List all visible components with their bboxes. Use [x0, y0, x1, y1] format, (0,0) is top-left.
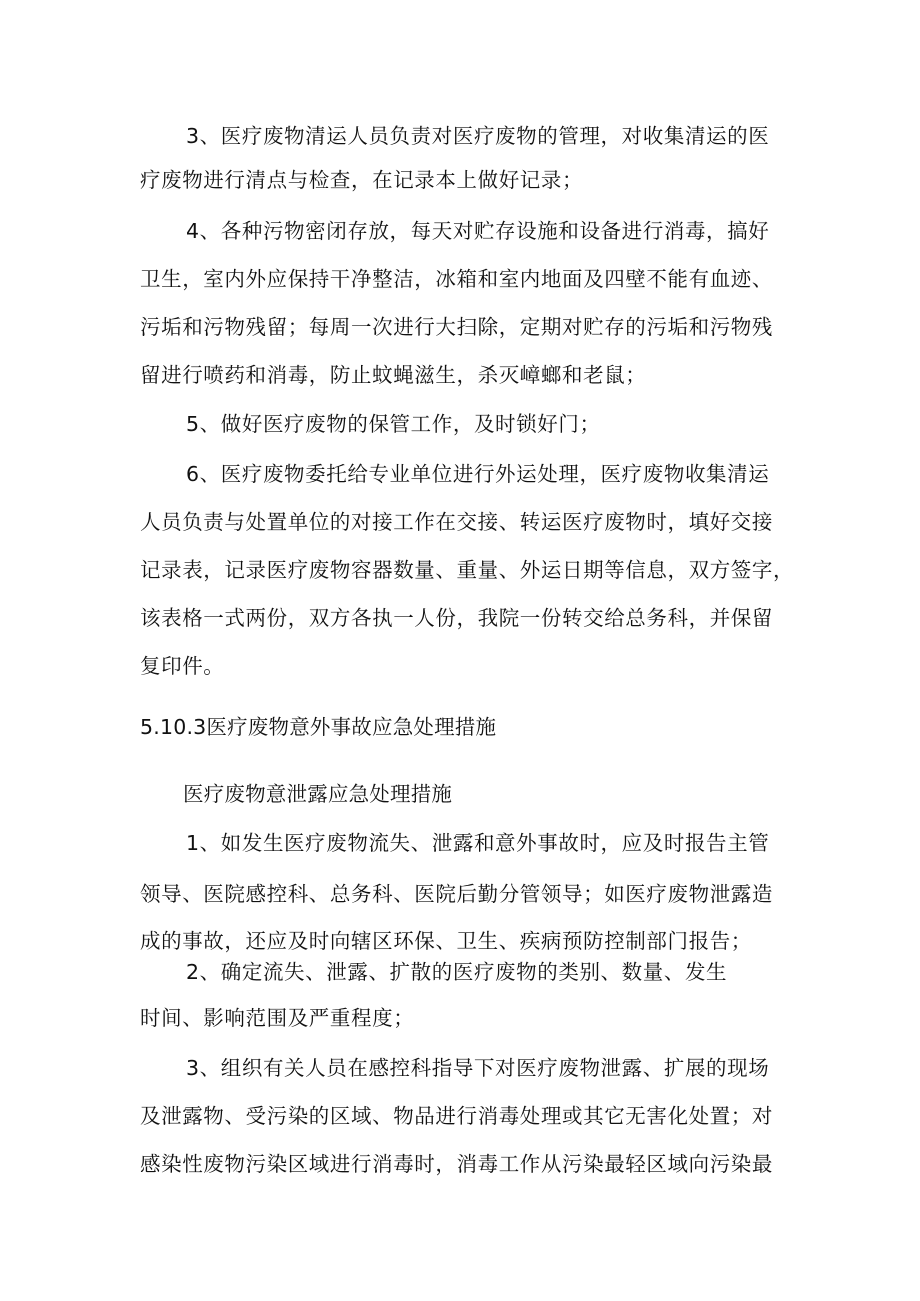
text-line: 污垢和污物残留；每周一次进行大扫除，定期对贮存的污垢和污物残 — [140, 315, 773, 339]
text-line: 卫生，室内外应保持干净整洁，冰箱和室内地面及四壁不能有血迹、 — [140, 267, 773, 291]
text-line: 该表格一式两份，双方各执一人份，我院一份转交给总务科，并保留 — [140, 606, 773, 630]
text-line: 3、医疗废物清运人员负责对医疗废物的管理，对收集清运的医 — [186, 124, 770, 148]
text-line: 2、确定流失、泄露、扩散的医疗废物的类别、数量、发生 — [186, 960, 728, 984]
text-line: 成的事故，还应及时向辖区环保、卫生、疾病预防控制部门报告； — [140, 929, 752, 953]
text-line: 感染性废物污染区域进行消毒时，消毒工作从污染最轻区域向污染最 — [140, 1152, 773, 1176]
subheading: 医疗废物意泄露应急处理措施 — [183, 782, 453, 806]
text-line: 疗废物进行清点与检查，在记录本上做好记录； — [140, 168, 584, 192]
text-line: 人员负责与处置单位的对接工作在交接、转运医疗废物时，填好交接 — [140, 510, 773, 534]
section-heading: 5.10.3医疗废物意外事故应急处理措施 — [140, 715, 497, 739]
text-line: 5、做好医疗废物的保管工作，及时锁好门； — [186, 412, 601, 436]
text-line: 及泄露物、受污染的区域、物品进行消毒处理或其它无害化处置；对 — [140, 1104, 773, 1128]
text-line: 记录表，记录医疗废物容器数量、重量、外运日期等信息，双方签字， — [140, 558, 795, 582]
text-line: 领导、医院感控科、总务科、医院后勤分管领导；如医疗废物泄露造 — [140, 882, 773, 906]
text-line: 时间、影响范围及严重程度； — [140, 1006, 415, 1030]
text-line: 4、各种污物密闭存放，每天对贮存设施和设备进行消毒，搞好 — [186, 219, 770, 243]
text-line: 3、组织有关人员在感控科指导下对医疗废物泄露、扩展的现场 — [186, 1056, 770, 1080]
text-line: 1、如发生医疗废物流失、泄露和意外事故时，应及时报告主管 — [186, 831, 770, 855]
text-line: 复印件。 — [140, 654, 225, 678]
text-line: 留进行喷药和消毒，防止蚊蝇滋生，杀灭嶂螂和老鼠； — [140, 363, 647, 387]
text-line: 6、医疗废物委托给专业单位进行外运处理，医疗废物收集清运 — [186, 462, 770, 486]
